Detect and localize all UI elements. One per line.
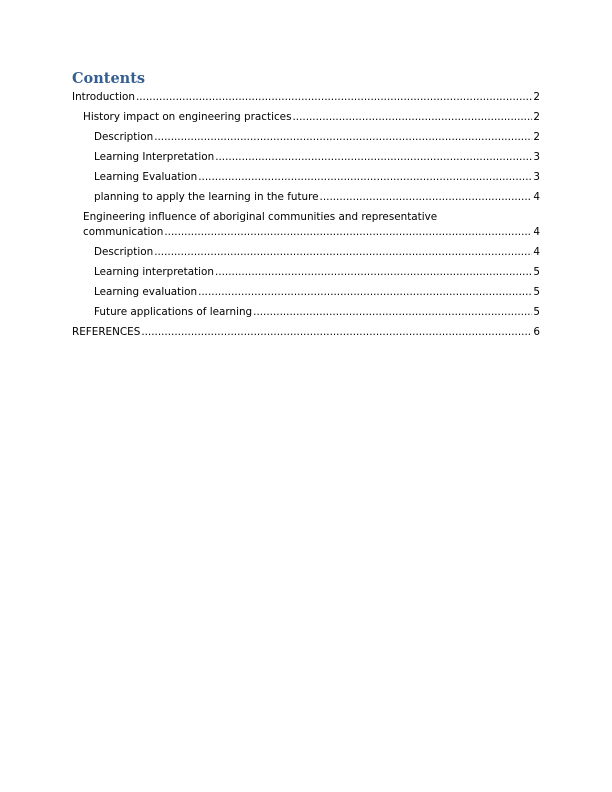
toc-heading: Contents (72, 70, 146, 87)
toc-page-number: 6 (533, 326, 540, 338)
toc-entry-planning-to-apply[interactable] (72, 190, 540, 205)
toc-page-number: 4 (533, 226, 540, 238)
dot-leader (164, 225, 532, 240)
toc-page-number: 2 (533, 131, 540, 143)
toc-entry-title: History impact on engineering practices (83, 111, 292, 123)
toc-entry-engineering-influence[interactable] (72, 210, 540, 240)
toc-page-number: 3 (533, 171, 540, 183)
toc-entry-title: Learning Interpretation (94, 151, 215, 163)
dot-leader (215, 265, 532, 280)
toc-page-number: 4 (533, 246, 540, 258)
toc-entry-references[interactable] (72, 325, 540, 340)
toc-entry-history-impact[interactable] (72, 110, 540, 125)
toc-page-number: 5 (533, 306, 540, 318)
toc-entry-learning-interpretation-1[interactable] (72, 150, 540, 165)
dot-leader (215, 150, 532, 165)
toc-page-number: 3 (533, 151, 540, 163)
dot-leader (320, 190, 533, 205)
toc-entry-title: Description (94, 246, 154, 258)
toc-page-number: 2 (533, 111, 540, 123)
toc-page-number: 4 (533, 191, 540, 203)
dot-leader (154, 130, 532, 145)
table-of-contents (72, 90, 540, 340)
dot-leader (198, 285, 532, 300)
toc-page-number: 5 (533, 266, 540, 278)
toc-entry-title-line-1: Engineering influence of aboriginal communities and representative (83, 211, 438, 223)
toc-entry-title: Learning interpretation (94, 266, 214, 278)
dot-leader (154, 245, 532, 260)
toc-entry-future-applications[interactable] (72, 305, 540, 320)
toc-page-number: 5 (533, 286, 540, 298)
toc-entry-title: Description (94, 131, 154, 143)
toc-entry-title: Learning Evaluation (94, 171, 198, 183)
toc-entry-description-1[interactable] (72, 130, 540, 145)
toc-entry-learning-evaluation-1[interactable] (72, 170, 540, 185)
toc-page-number: 2 (533, 91, 540, 103)
toc-entry-learning-evaluation-2[interactable] (72, 285, 540, 300)
toc-entry-learning-interpretation-2[interactable] (72, 265, 540, 280)
toc-entry-title: Future applications of learning (94, 306, 253, 318)
dot-leader (136, 90, 532, 105)
toc-entry-introduction[interactable] (72, 90, 540, 105)
dot-leader (292, 110, 532, 125)
toc-entry-title: Introduction (72, 91, 135, 103)
dot-leader (198, 170, 532, 185)
toc-entry-description-2[interactable] (72, 245, 540, 260)
dot-leader (253, 305, 532, 320)
toc-entry-title: planning to apply the learning in the future (94, 191, 319, 203)
toc-entry-title: communication (83, 226, 164, 238)
dot-leader (141, 325, 532, 340)
toc-entry-title: Learning evaluation (94, 286, 198, 298)
toc-entry-title: REFERENCES (72, 326, 141, 338)
